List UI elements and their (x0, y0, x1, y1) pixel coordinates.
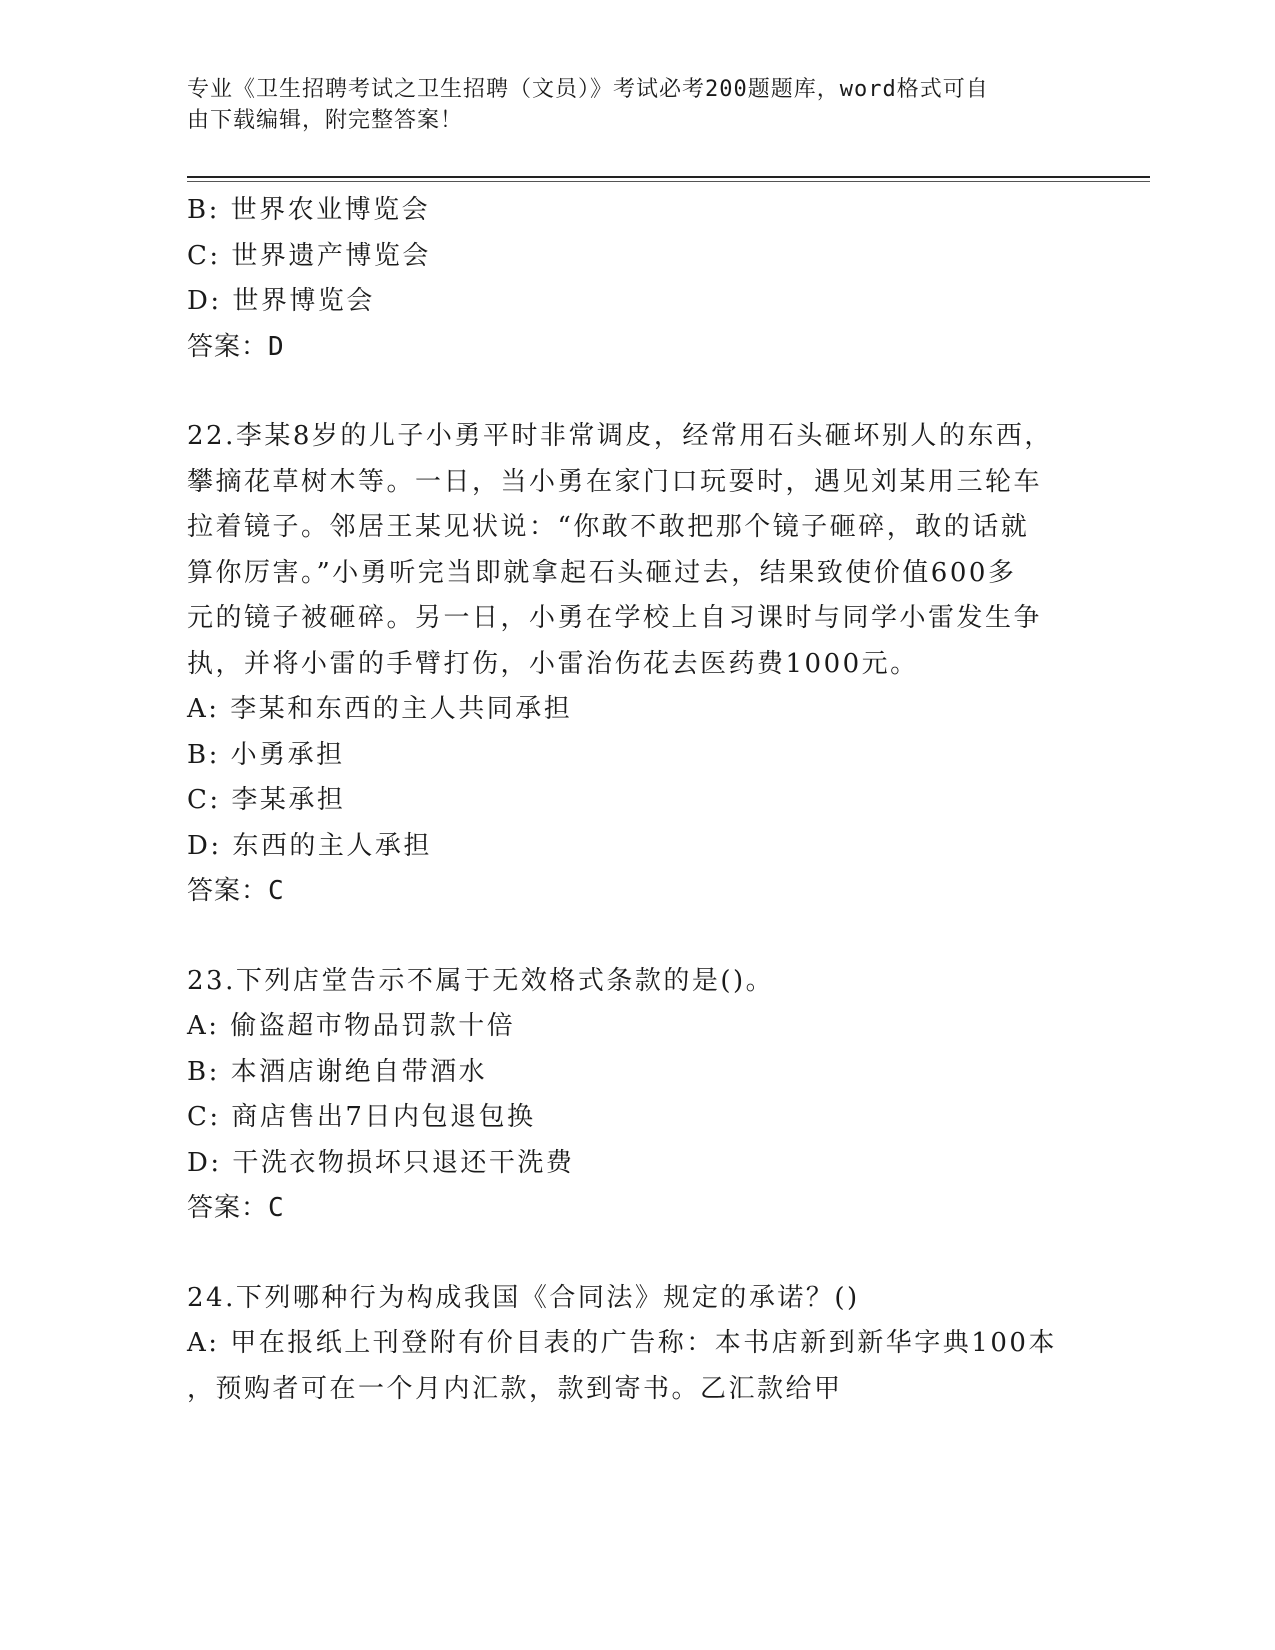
option-a: A: 李某和东西的主人共同承担 (187, 694, 573, 724)
question-stem-line: 算你厉害。”小勇听完当即就拿起石头砸过去，结果致使价值600多 (187, 557, 1017, 588)
answer-line (187, 869, 1087, 915)
question-stem-line: 攀摘花草树木等。一日，当小勇在家门口玩耍时，遇见刘某用三轮车 (187, 466, 1043, 497)
option-d: D: 干洗衣物损坏只退还干洗费 (187, 1147, 575, 1178)
question-23-block (187, 959, 1087, 1232)
spacer (187, 370, 1087, 414)
option-c: C: 世界遗产博览会 (187, 240, 431, 271)
question-24-block (187, 1276, 1087, 1413)
question-stem-line: 拉着镜子。邻居王某见状说：“你敢不敢把那个镜子砸碎，敢的话就 (187, 512, 1030, 542)
question-stem-line: 23.下列店堂告示不属于无效格式条款的是()。 (187, 965, 775, 996)
answer-label: 答案： (187, 1193, 269, 1223)
header-title-line-2: 由下载编辑，附完整答案！ (187, 108, 464, 133)
question-stem-line: 元的镜子被砸碎。另一日，小勇在学校上自习课时与同学小雷发生争 (187, 603, 1043, 633)
question-stem-line: 执，并将小雷的手臂打伤，小雷治伤花去医药费1000元。 (187, 648, 919, 679)
answer-value: C (268, 1193, 285, 1223)
header-title-line-1: 专业《卫生招聘考试之卫生招聘（文员）》考试必考200题题库，word格式可自 (187, 77, 989, 102)
question-stem-line: 22.李某8岁的儿子小勇平时非常调皮，经常用石头砸坏别人的东西， (187, 421, 1053, 451)
answer-value: D (268, 331, 285, 362)
option-c: C: 李某承担 (187, 785, 346, 815)
question-22-block (187, 414, 1087, 915)
prev-question-block (187, 188, 1087, 370)
spacer (187, 915, 1087, 959)
option-a-continued: ，预购者可在一个月内汇款，款到寄书。乙汇款给甲 (187, 1373, 843, 1404)
question-stem-line: 24.下列哪种行为构成我国《合同法》规定的承诺？() (187, 1282, 860, 1313)
question-content (187, 188, 1087, 1412)
answer-label: 答案： (187, 331, 269, 362)
option-d: D: 世界博览会 (187, 286, 375, 316)
option-d: D: 东西的主人承担 (187, 830, 432, 861)
answer-line (187, 325, 1087, 371)
header-divider-thick (187, 176, 1150, 178)
document-header (187, 74, 1067, 136)
answer-value: C (268, 876, 285, 906)
header-divider-thin (187, 181, 1150, 182)
option-b: B: 本酒店谢绝自带酒水 (187, 1056, 488, 1087)
spacer (187, 1232, 1087, 1276)
option-b: B: 小勇承担 (187, 739, 345, 770)
option-a: A: 甲在报纸上刊登附有价目表的广告称：本书店新到新华字典100本 (187, 1328, 1057, 1358)
answer-line (187, 1186, 1087, 1232)
option-a: A: 偷盗超市物品罚款十倍 (187, 1011, 516, 1041)
answer-label: 答案： (187, 876, 269, 906)
option-b: B: 世界农业博览会 (187, 195, 431, 225)
option-c: C: 商店售出7日内包退包换 (187, 1102, 536, 1132)
